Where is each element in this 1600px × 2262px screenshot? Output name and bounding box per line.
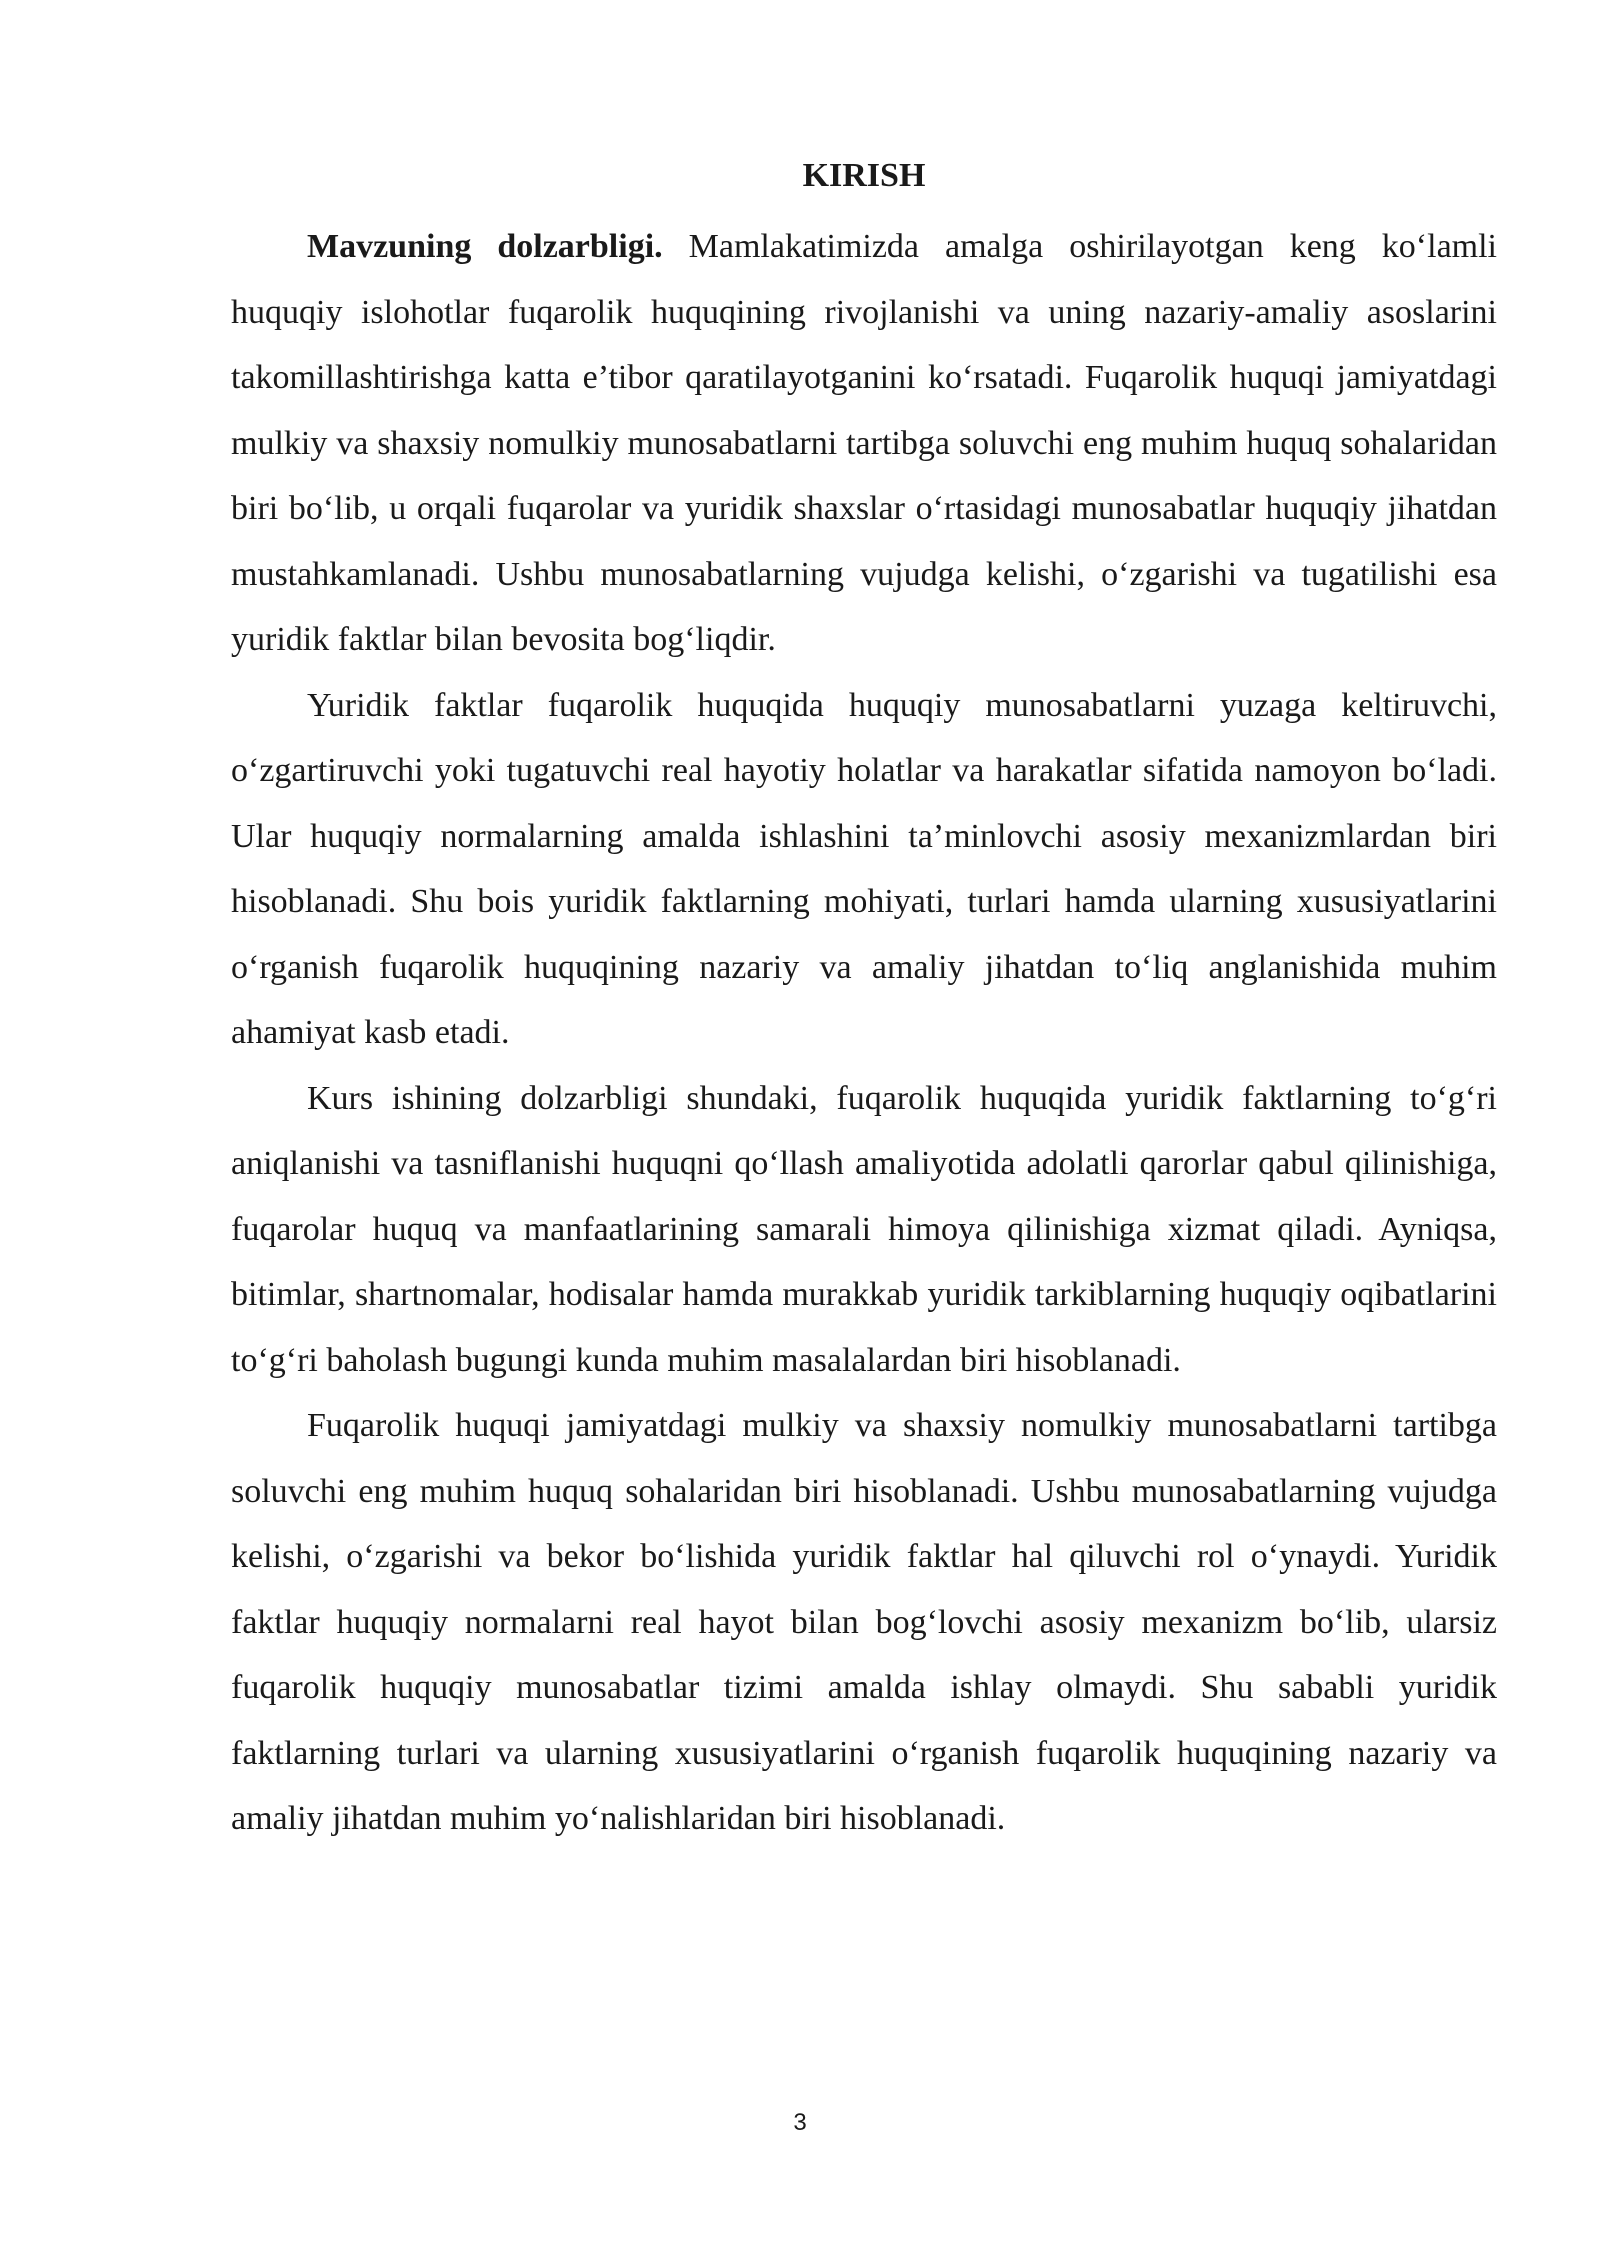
- section-heading: KIRISH: [802, 157, 926, 194]
- paragraph-lead: Mavzuning dolzarbligi.: [307, 228, 663, 265]
- paragraph-relevance: [231, 214, 1497, 673]
- paragraph-text: Mamlakatimizda amalga oshirilayotgan keng ko‘lamli huquqiy islohotlar fuqarolik huquqining rivojlanishi va uning nazariy-amaliy asoslarini takomillashtirishga katta e’tibor qaratilayotganini ko‘rsatadi. Fuqarolik huquqi jamiyatdagi mulkiy va shaxsiy nomulkiy munosabatlarni tartibga soluvchi eng muhim huquq sohalaridan biri bo‘lib, u orqali fuqarolar va yuridik shaxslar o‘rtasidagi munosabatlar huquqiy jihatdan mustahkamlanadi. Ushbu munosabatlarning vujudga kelishi, o‘zgarishi va tugatilishi esa yuridik faktlar bilan bevosita bog‘liqdir.: [231, 228, 1498, 658]
- paragraph-course-work: [231, 1066, 1497, 1394]
- paragraph-text: Yuridik faktlar fuqarolik huquqida huquqiy munosabatlarni yuzaga keltiruvchi, o‘zgartiruvchi yoki tugatuvchi real hayotiy holatlar va harakatlar sifatida namoyon bo‘ladi. Ular huquqiy normalarning amalda ishlashini ta’minlovchi asosiy mexanizmlardan biri hisoblanadi. Shu bois yuridik faktlarning mohiyati, turlari hamda ularning xususiyatlarini o‘rganish fuqarolik huquqining nazariy va amaliy jihatdan to‘liq anglanishida muhim ahamiyat kasb etadi.: [231, 686, 1497, 1051]
- page-number: 3: [793, 2109, 807, 2136]
- paragraph-legal-facts: [231, 673, 1497, 1066]
- paragraph-text: Kurs ishining dolzarbligi shundaki, fuqarolik huquqida yuridik faktlarning to‘g‘ri aniqlanishi va tasniflanishi huquqni qo‘llash amaliyotida adolatli qarorlar qabul qilinishiga, fuqarolar huquq va manfaatlarining samarali himoya qilinishiga xizmat qiladi. Ayniqsa, bitimlar, shartnomalar, hodisalar hamda murakkab yuridik tarkiblarning huquqiy oqibatlarini to‘g‘ri baholash bugungi kunda muhim masalalardan biri hisoblanadi.: [231, 1079, 1497, 1379]
- paragraph-text: Fuqarolik huquqi jamiyatdagi mulkiy va shaxsiy nomulkiy munosabatlarni tartibga soluvchi eng muhim huquq sohalaridan biri hisoblanadi. Ushbu munosabatlarning vujudga kelishi, o‘zgarishi va bekor bo‘lishida yuridik faktlar hal qiluvchi rol o‘ynaydi. Yuridik faktlar huquqiy normalarni real hayot bilan bog‘lovchi asosiy mexanizm bo‘lib, ularsiz fuqarolik huquqiy munosabatlar tizimi amalda ishlay olmaydi. Shu sababli yuridik faktlarning turlari va ularning xususiyatlarini o‘rganish fuqarolik huquqining nazariy va amaliy jihatdan muhim yo‘nalishlaridan biri hisoblanadi.: [231, 1407, 1497, 1837]
- paragraph-civil-law: [231, 1393, 1497, 1852]
- document-page: [231, 148, 1497, 1852]
